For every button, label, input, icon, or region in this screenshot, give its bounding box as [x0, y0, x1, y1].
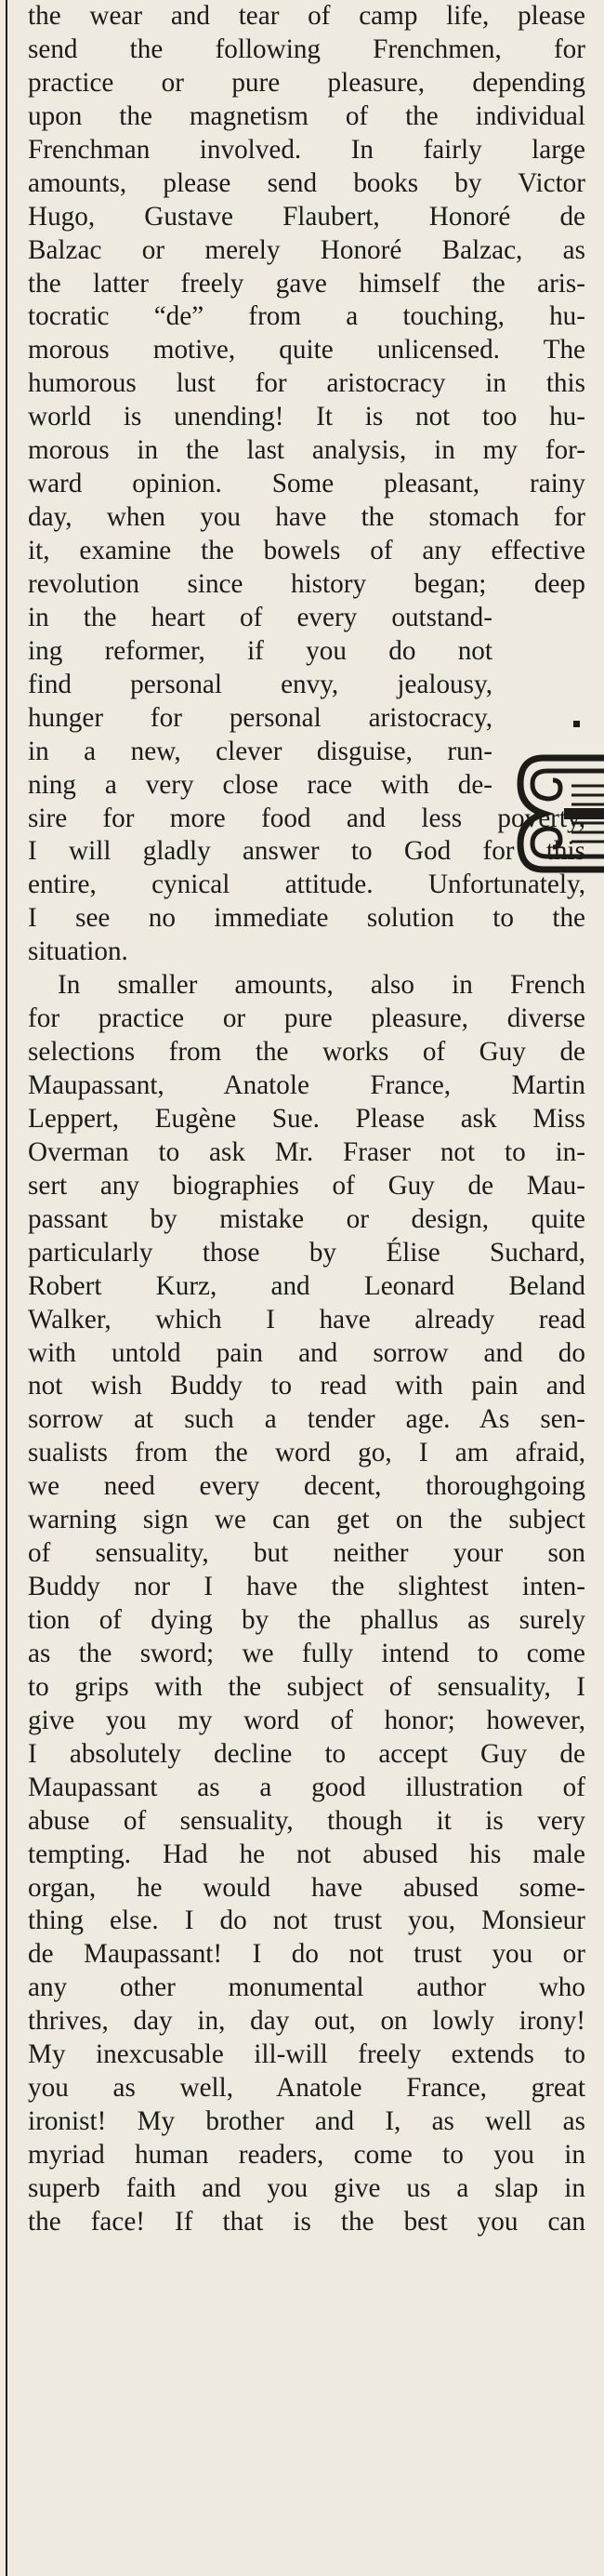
text-line: abuse of sensuality, though it is very: [28, 1805, 585, 1836]
text-line: we need every decent, thoroughgoing: [28, 1471, 585, 1502]
text-line: Balzac or merely Honoré Balzac, as: [28, 234, 585, 265]
text-line: tion of dying by the phallus as surely: [28, 1605, 585, 1635]
text-line: myriad human readers, come to you in: [28, 2140, 585, 2170]
text-line: thrives, day in, day out, on lowly irony!: [28, 2006, 585, 2037]
text-line: amounts, please send books by Victor: [28, 167, 585, 198]
text-line: sorrow at such a tender age. As sen-: [28, 1404, 585, 1435]
text-line: de Maupassant! I do not trust you or: [28, 1939, 585, 1970]
text-line: in the heart of every outstand-: [28, 602, 492, 632]
text-line: Frenchman involved. In fairly large: [28, 134, 585, 165]
text-line: upon the magnetism of the individual: [28, 100, 585, 131]
text-line: humorous lust for aristocracy in this: [28, 368, 585, 399]
text-line: I see no immediate solution to the: [28, 903, 585, 934]
text-line: morous in the last analysis, in my for-: [28, 435, 585, 466]
text-line: find personal envy, jealousy,: [28, 669, 492, 699]
text-line: entire, cynical attitude. Unfortunately,: [28, 870, 585, 900]
column-rule: [6, 0, 7, 2576]
text-line: warning sign we can get on the subject: [28, 1505, 585, 1535]
text-line: superb faith and you give us a slap in: [28, 2172, 585, 2203]
text-line: I absolutely decline to accept Guy de: [28, 1738, 585, 1769]
text-line: Maupassant, Anatole France, Martin: [28, 1070, 585, 1100]
text-line: world is unending! It is not too hu-: [28, 402, 585, 432]
text-line: morous motive, quite unlicensed. The: [28, 335, 585, 365]
text-line: any other monumental author who: [28, 1972, 585, 2003]
text-line: ward opinion. Some pleasant, rainy: [28, 469, 585, 499]
text-line: not wish Buddy to read with pain and: [28, 1371, 585, 1401]
text-line: Walker, which I have already read: [28, 1304, 585, 1334]
text-line: Hugo, Gustave Flaubert, Honoré de: [28, 201, 585, 232]
text-line: sert any biographies of Guy de Mau-: [28, 1170, 585, 1201]
text-line: Overman to ask Mr. Fraser not to in-: [28, 1136, 585, 1167]
text-line: My inexcusable ill-will freely extends to: [28, 2039, 585, 2070]
text-line: you as well, Anatole France, great: [28, 2073, 585, 2104]
text-line: In smaller amounts, also in French: [58, 970, 585, 1001]
text-line: of sensuality, but neither your son: [28, 1538, 585, 1569]
text-line: day, when you have the stomach for: [28, 502, 585, 533]
text-line: ironist! My brother and I, as well as: [28, 2106, 585, 2137]
text-line: selections from the works of Guy de: [28, 1037, 585, 1068]
text-line: Robert Kurz, and Leonard Beland: [28, 1270, 585, 1301]
text-line: Buddy nor I have the slightest inten-: [28, 1572, 585, 1602]
text-line: in a new, clever disguise, run-: [28, 736, 492, 766]
text-line: Maupassant as a good illustration of: [28, 1772, 585, 1802]
text-line: the latter freely gave himself the aris-: [28, 268, 585, 299]
text-line: ning a very close race with de-: [28, 769, 492, 800]
text-line: tempting. Had he not abused his male: [28, 1839, 585, 1869]
text-line: the face! If that is the best you can: [28, 2206, 585, 2237]
text-line: sire for more food and less poverty,: [28, 803, 585, 833]
text-line: with untold pain and sorrow and do: [28, 1337, 585, 1368]
text-line: Leppert, Eugène Sue. Please ask Miss: [28, 1103, 585, 1134]
article-body: [28, 0, 585, 2239]
text-line: practice or pure pleasure, depending: [28, 67, 585, 98]
text-line: for practice or pure pleasure, diverse: [28, 1003, 585, 1034]
text-line: situation.: [28, 936, 128, 967]
text-line: to grips with the subject of sensuality, I: [28, 1671, 585, 1702]
text-line: I will gladly answer to God for this: [28, 836, 585, 867]
text-line: organ, he would have abused some-: [28, 1872, 585, 1903]
text-line: thing else. I do not trust you, Monsieur: [28, 1905, 585, 1936]
text-line: send the following Frenchmen, for: [28, 33, 585, 64]
text-line: as the sword; we fully intend to come: [28, 1638, 585, 1668]
text-line: sualists from the word go, I am afraid,: [28, 1438, 585, 1468]
text-line: give you my word of honor; however,: [28, 1705, 585, 1735]
text-line: revolution since history began; deep: [28, 568, 585, 599]
text-line: it, examine the bowels of any effective: [28, 536, 585, 565]
text-line: ing reformer, if you do not: [28, 635, 492, 666]
text-line: hunger for personal aristocracy,: [28, 702, 492, 733]
text-line: the wear and tear of camp life, please: [28, 1, 585, 31]
text-line: particularly those by Élise Suchard,: [28, 1237, 585, 1268]
text-line: passant by mistake or design, quite: [28, 1203, 585, 1234]
text-line: tocratic “de” from a touching, hu-: [28, 301, 585, 332]
